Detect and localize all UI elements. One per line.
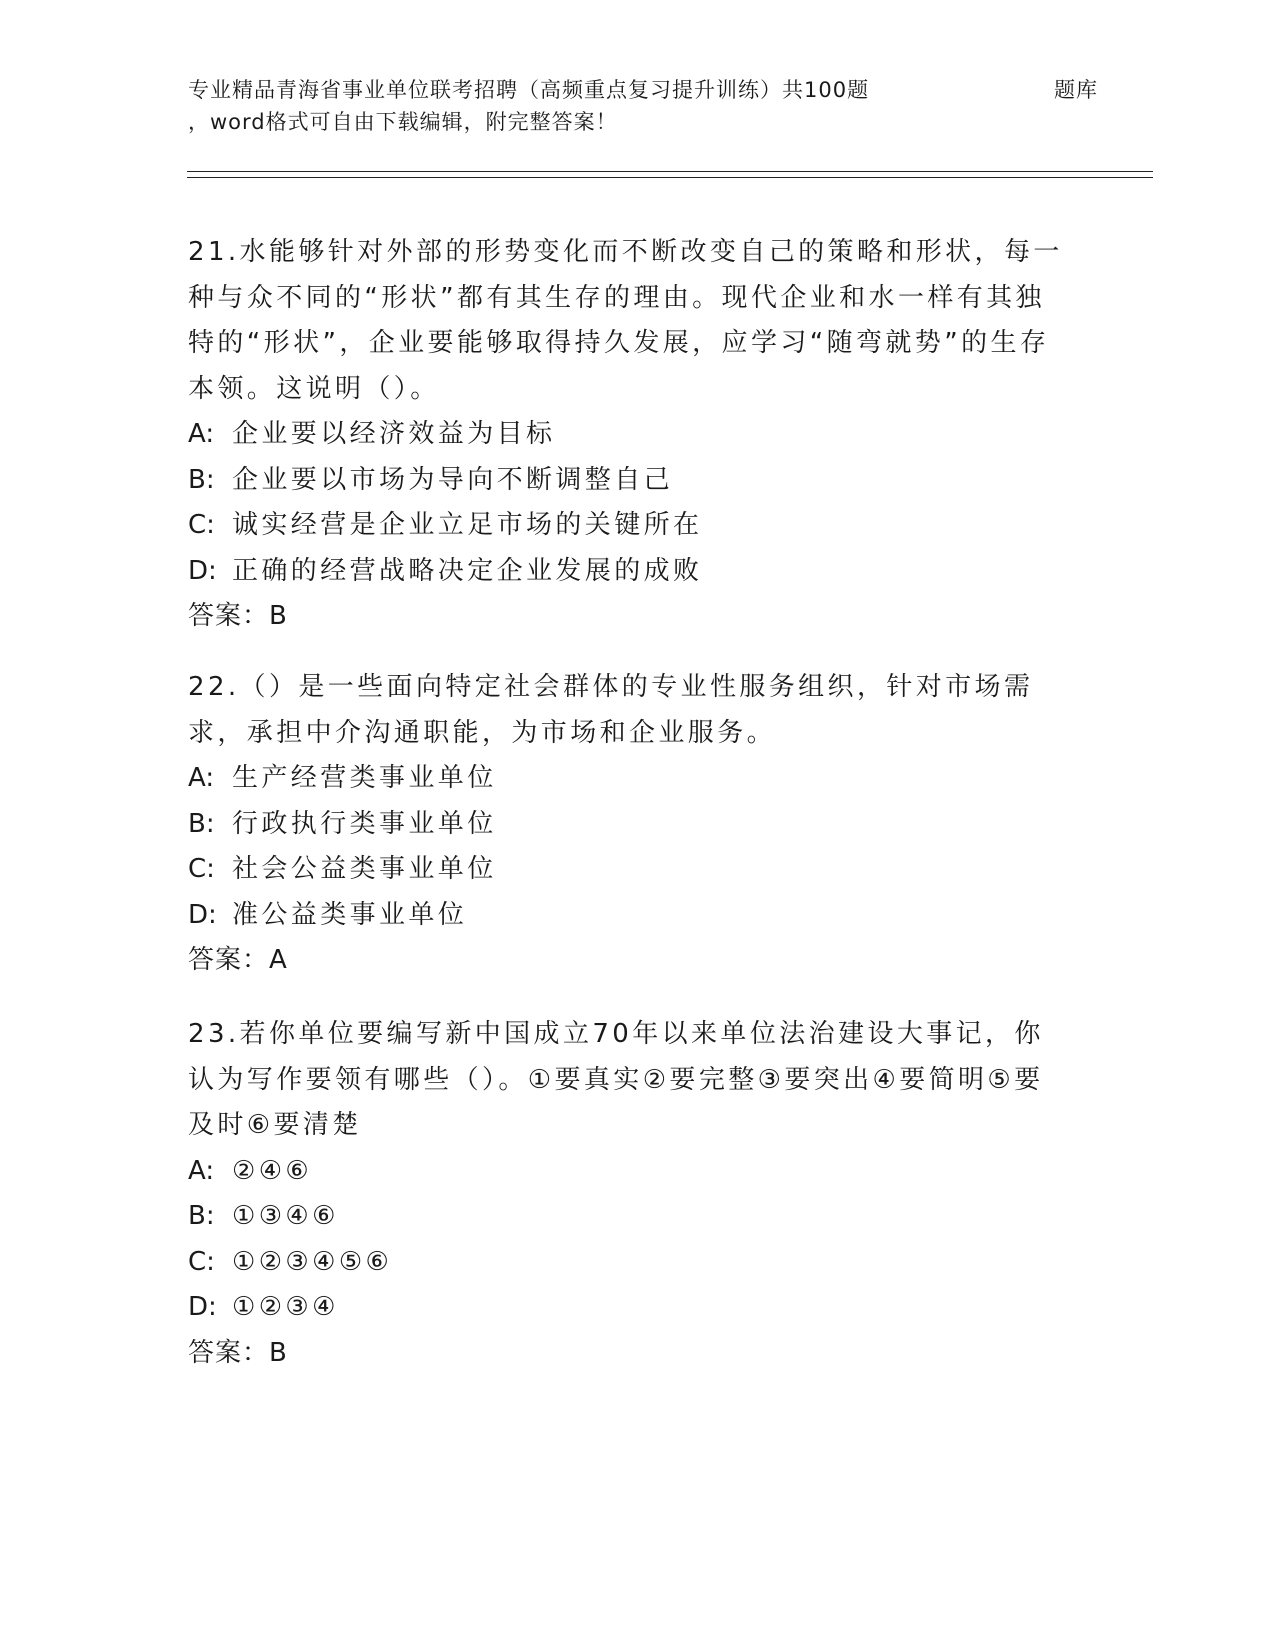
header-title-line-2: ，word格式可自由下载编辑，附完整答案！: [188, 110, 618, 134]
option-letter: C:: [188, 510, 215, 540]
header-divider-bottom: [187, 177, 1153, 178]
answer-line: 答案：B: [188, 1337, 288, 1368]
answer-line: 答案：B: [188, 601, 288, 631]
option-letter: D:: [188, 899, 217, 930]
option-b: [188, 802, 1068, 848]
page-header: [188, 74, 1148, 138]
option-letter: A:: [188, 763, 215, 793]
option-text: 诚实经营是企业立足市场的关键所在: [232, 510, 703, 540]
question-stem: 21.水能够针对外部的形势变化而不断改变自己的策略和形状，每一种与众不同的“形状”都有其生存的理由。现代企业和水一样有其独特的“形状”，企业要能够取得持久发展，应学习“随弯就势”的生存本领。这说明（）。: [188, 237, 1063, 404]
option-c: [188, 503, 1068, 549]
option-letter: B:: [188, 1201, 215, 1231]
option-text: 企业要以经济效益为目标: [232, 419, 556, 449]
option-letter: C:: [188, 1246, 215, 1277]
question-21: [188, 230, 1068, 640]
option-text: 企业要以市场为导向不断调整自己: [232, 464, 674, 495]
header-title-line-1: 专业精品青海省事业单位联考招聘（高频重点复习提升训练）共100题: [188, 78, 870, 102]
option-letter: D:: [188, 1292, 217, 1322]
option-a: [188, 1149, 1068, 1195]
question-stem: 22.（）是一些面向特定社会群体的专业性服务组织，针对市场需求，承担中介沟通职能，为市场和企业服务。: [188, 672, 1034, 748]
question-stem: 23.若你单位要编写新中国成立70年以来单位法治建设大事记，你认为写作要领有哪些（）。①要真实②要完整③要突出④要简明⑤要及时⑥要清楚: [188, 1019, 1044, 1140]
header-divider-top: [187, 171, 1153, 172]
option-b: [188, 458, 1068, 504]
option-letter: A:: [188, 1155, 215, 1186]
option-text: 准公益类事业单位: [232, 899, 468, 930]
question-23: [188, 1012, 1068, 1376]
option-b: [188, 1194, 1068, 1240]
question-22: [188, 665, 1068, 984]
option-letter: A:: [188, 419, 215, 449]
option-a: [188, 412, 1068, 458]
option-letter: C:: [188, 854, 215, 884]
option-d: [188, 549, 1068, 595]
answer-line: 答案：A: [188, 945, 288, 975]
option-c: [188, 847, 1068, 893]
option-text: ①②③④⑤⑥: [232, 1246, 393, 1277]
option-text: 生产经营类事业单位: [232, 763, 497, 793]
option-text: 正确的经营战略决定企业发展的成败: [232, 555, 703, 586]
option-text: ②④⑥: [232, 1155, 313, 1186]
option-text: 行政执行类事业单位: [232, 808, 497, 839]
option-letter: D:: [188, 555, 217, 586]
option-letter: B:: [188, 808, 215, 839]
option-text: 社会公益类事业单位: [232, 854, 497, 884]
option-d: [188, 893, 1068, 939]
option-letter: B:: [188, 464, 215, 495]
option-text: ①③④⑥: [232, 1201, 339, 1231]
option-a: [188, 756, 1068, 802]
option-text: ①②③④: [232, 1292, 339, 1322]
header-tag: 题库: [1054, 78, 1098, 102]
option-d: [188, 1285, 1068, 1331]
option-c: [188, 1240, 1068, 1286]
